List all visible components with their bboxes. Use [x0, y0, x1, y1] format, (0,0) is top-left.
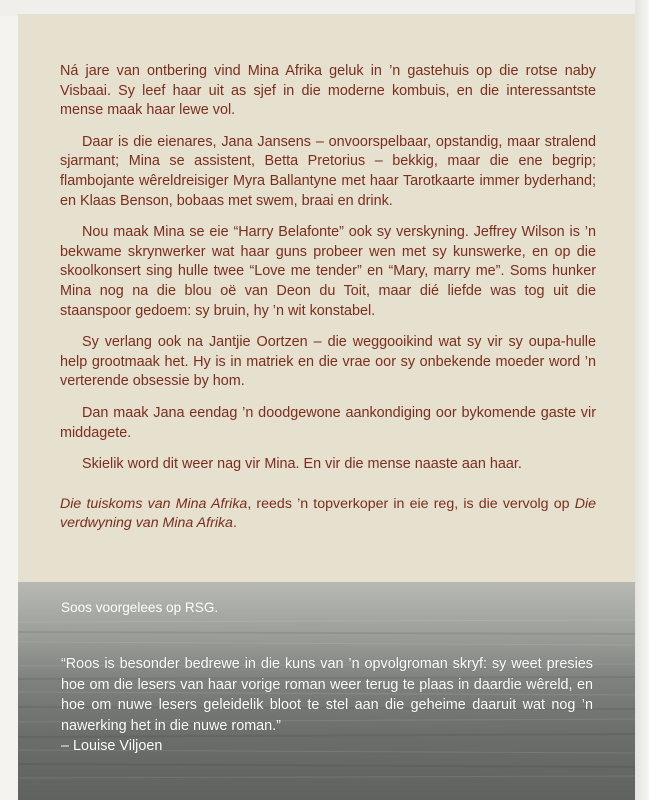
sequel-note	[60, 495, 596, 534]
blurb-paragraph-1: Ná jare van ontbering vind Mina Afrika geluk in ’n gastehuis op die rotse naby Visbaai. Sy leef haar uit as sjef in die moderne kombuis, en die interessantste mense maak haar lewe vol.	[60, 63, 596, 119]
prequel-title: Die verdwyning van Mina Afrika	[60, 495, 596, 532]
quote-text: “Roos is besonder bedrewe in die kuns van ’n opvolgroman skryf: sy weet presies hoe om die lesers van haar vorige roman weer terug te plaas in daardie wêreld, en hoe om nuwe lesers geleidelik bloot te stel aan die geheime daaruit wat nog ’n nawerking het in die nuwe roman.”	[61, 656, 593, 734]
sequel-note-text: , reeds ’n topverkoper in eie reg, is die vervolg op	[247, 495, 575, 512]
quote-author: – Louise Viljoen	[61, 738, 163, 755]
blurb-text	[60, 62, 596, 546]
sea-photo-panel	[18, 582, 635, 800]
radio-note: Soos voorgelees op RSG.	[61, 600, 219, 615]
blurb-paragraph-2: Daar is die eienares, Jana Jansens – onvoorspelbaar, opstandig, maar stralend sjarmant; Mina se assistent, Betta Pretorius – bekkig, maar die ene begrip; flambojante wêreldreisiger Myra Ballantyne met haar Tarotkaarte immer byderhand; en Klaas Benson, bobaas met swem, braai en drink.	[60, 133, 596, 209]
blurb-paragraph-5: Dan maak Jana eendag ’n doodgewone aankondiging oor bykomende gaste vir middagete.	[60, 404, 596, 441]
blurb-paragraph-4: Sy verlang ook na Jantjie Oortzen – die weggooikind wat sy vir sy oupa-hulle help grootmaak het. Hy is in matriek en die vrae oor sy onbekende moeder word ’n verterende obsessie by hom.	[60, 334, 596, 390]
scan-margin-right	[635, 0, 649, 800]
sequel-note-end: .	[232, 515, 237, 532]
blurb-panel	[18, 14, 635, 582]
blurb-paragraph-6: Skielik word dit weer nag vir Mina. En vir die mense naaste aan haar.	[82, 456, 522, 473]
back-cover	[18, 14, 635, 800]
review-quote	[61, 654, 593, 757]
sequel-title: Die tuiskoms van Mina Afrika	[60, 495, 248, 512]
blurb-paragraph-3: Nou maak Mina se eie “Harry Belafonte” ook sy verskyning. Jeffrey Wilson is ’n bekwame skrynwerker wat haar guns probeer wen met sy kunswerke, en op die skoolkonsert sing hulle twee “Love me tender” en “Mary, marry me”. Soms hunker Mina nog na die blou oë van Deon du Toit, maar dié liefde was tog uit die staanspoor gedoem: sy bruin, hy ’n wit konstabel.	[60, 224, 596, 319]
